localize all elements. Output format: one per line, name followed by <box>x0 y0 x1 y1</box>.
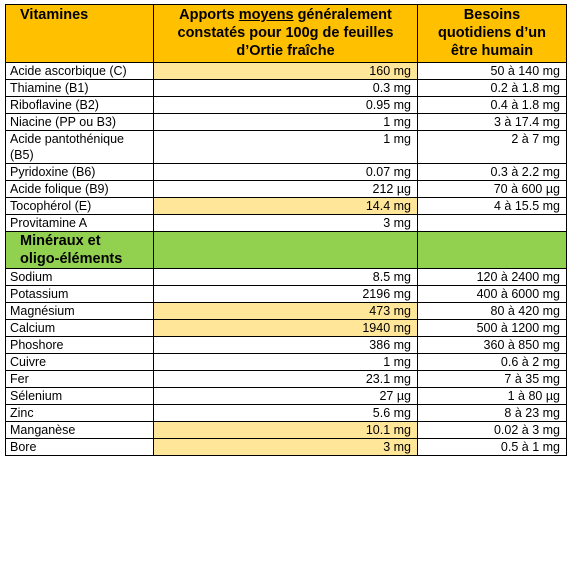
nutrient-name: Tocophérol (E) <box>6 198 154 215</box>
nutrient-amount: 212 µg <box>154 181 418 198</box>
nutrient-needs: 50 à 140 mg <box>418 63 567 80</box>
nutrient-name: Thiamine (B1) <box>6 80 154 97</box>
nutrient-needs: 0.4 à 1.8 mg <box>418 97 567 114</box>
nutrient-amount: 27 µg <box>154 388 418 405</box>
nutrient-amount: 3 mg <box>154 439 418 456</box>
table-row <box>6 131 567 164</box>
table-row <box>6 303 567 320</box>
nutrient-amount: 160 mg <box>154 63 418 80</box>
nutrition-table <box>5 4 567 456</box>
table-row <box>6 405 567 422</box>
table-row <box>6 354 567 371</box>
nutrient-amount: 5.6 mg <box>154 405 418 422</box>
header-besoins-line2: quotidiens d’un <box>438 25 546 41</box>
nutrient-amount: 1 mg <box>154 354 418 371</box>
nutrient-name: Riboflavine (B2) <box>6 97 154 114</box>
nutrient-amount: 1 mg <box>154 114 418 131</box>
table-row <box>6 63 567 80</box>
nutrient-needs: 0.3 à 2.2 mg <box>418 164 567 181</box>
nutrient-needs: 120 à 2400 mg <box>418 269 567 286</box>
minerals-section-row <box>6 232 567 269</box>
nutrient-name: Phoshore <box>6 337 154 354</box>
nutrient-needs: 80 à 420 mg <box>418 303 567 320</box>
header-besoins-line3: être humain <box>450 43 534 59</box>
nutrient-needs <box>418 215 567 232</box>
header-apports-underlined: moyens <box>238 7 294 23</box>
minerals-body <box>6 269 567 456</box>
table-row <box>6 269 567 286</box>
nutrient-needs: 360 à 850 mg <box>418 337 567 354</box>
table-row <box>6 286 567 303</box>
nutrient-name: Sélenium <box>6 388 154 405</box>
nutrient-amount: 10.1 mg <box>154 422 418 439</box>
header-apports-line2: constatés pour 100g de feuilles <box>177 25 394 41</box>
nutrient-name: Fer <box>6 371 154 388</box>
nutrient-amount: 0.07 mg <box>154 164 418 181</box>
nutrient-needs: 0.02 à 3 mg <box>418 422 567 439</box>
nutrient-needs: 400 à 6000 mg <box>418 286 567 303</box>
nutrient-name: Calcium <box>6 320 154 337</box>
header-apports-line1-pre: Apports <box>179 7 239 23</box>
table-row <box>6 80 567 97</box>
nutrient-name: Acide folique (B9) <box>6 181 154 198</box>
nutrient-name: Manganèse <box>6 422 154 439</box>
minerals-section-line2: oligo-éléments <box>20 251 123 267</box>
nutrient-needs: 0.2 à 1.8 mg <box>418 80 567 97</box>
nutrient-amount: 473 mg <box>154 303 418 320</box>
table-row <box>6 439 567 456</box>
header-row <box>6 5 567 63</box>
nutrient-amount: 1 mg <box>154 131 418 164</box>
header-vitamines: Vitamines <box>6 5 154 63</box>
table-row <box>6 215 567 232</box>
nutrient-amount: 8.5 mg <box>154 269 418 286</box>
table-row <box>6 320 567 337</box>
nutrient-needs: 3 à 17.4 mg <box>418 114 567 131</box>
nutrient-needs: 7 à 35 mg <box>418 371 567 388</box>
vitamins-body <box>6 63 567 232</box>
nutrient-needs: 0.5 à 1 mg <box>418 439 567 456</box>
nutrient-needs: 4 à 15.5 mg <box>418 198 567 215</box>
nutrient-amount: 0.95 mg <box>154 97 418 114</box>
minerals-section-empty-1 <box>154 232 418 269</box>
nutrient-needs: 2 à 7 mg <box>418 131 567 164</box>
header-apports-line1-post: généralement <box>293 7 392 23</box>
table-row <box>6 337 567 354</box>
nutrient-name: Magnésium <box>6 303 154 320</box>
nutrient-name: Provitamine A <box>6 215 154 232</box>
table-row <box>6 97 567 114</box>
nutrient-name: Zinc <box>6 405 154 422</box>
minerals-section-empty-2 <box>418 232 567 269</box>
table-row <box>6 181 567 198</box>
nutrient-amount: 23.1 mg <box>154 371 418 388</box>
nutrient-amount: 3 mg <box>154 215 418 232</box>
nutrient-amount: 386 mg <box>154 337 418 354</box>
table-row <box>6 198 567 215</box>
nutrient-name: Cuivre <box>6 354 154 371</box>
nutrient-name: Acide ascorbique (C) <box>6 63 154 80</box>
nutrient-needs: 500 à 1200 mg <box>418 320 567 337</box>
nutrient-needs: 0.6 à 2 mg <box>418 354 567 371</box>
header-besoins-line1: Besoins <box>463 7 521 23</box>
minerals-section-line1: Minéraux et <box>20 233 101 249</box>
table-row <box>6 371 567 388</box>
nutrient-amount: 0.3 mg <box>154 80 418 97</box>
nutrient-amount: 14.4 mg <box>154 198 418 215</box>
table-row <box>6 422 567 439</box>
nutrient-name: Pyridoxine (B6) <box>6 164 154 181</box>
minerals-section-label <box>6 232 154 269</box>
header-apports <box>154 5 418 63</box>
table-row <box>6 164 567 181</box>
nutrient-needs: 70 à 600 µg <box>418 181 567 198</box>
nutrient-name: Acide pantothénique (B5) <box>6 131 154 164</box>
table-row <box>6 388 567 405</box>
nutrient-name: Sodium <box>6 269 154 286</box>
nutrient-needs: 8 à 23 mg <box>418 405 567 422</box>
minerals-section-body <box>6 232 567 269</box>
header-apports-line3: d’Ortie fraîche <box>236 43 335 59</box>
nutrient-needs: 1 à 80 µg <box>418 388 567 405</box>
nutrient-name: Niacine (PP ou B3) <box>6 114 154 131</box>
table-row <box>6 114 567 131</box>
nutrient-amount: 1940 mg <box>154 320 418 337</box>
header-besoins <box>418 5 567 63</box>
nutrient-name: Potassium <box>6 286 154 303</box>
nutrient-amount: 2196 mg <box>154 286 418 303</box>
nutrient-name: Bore <box>6 439 154 456</box>
